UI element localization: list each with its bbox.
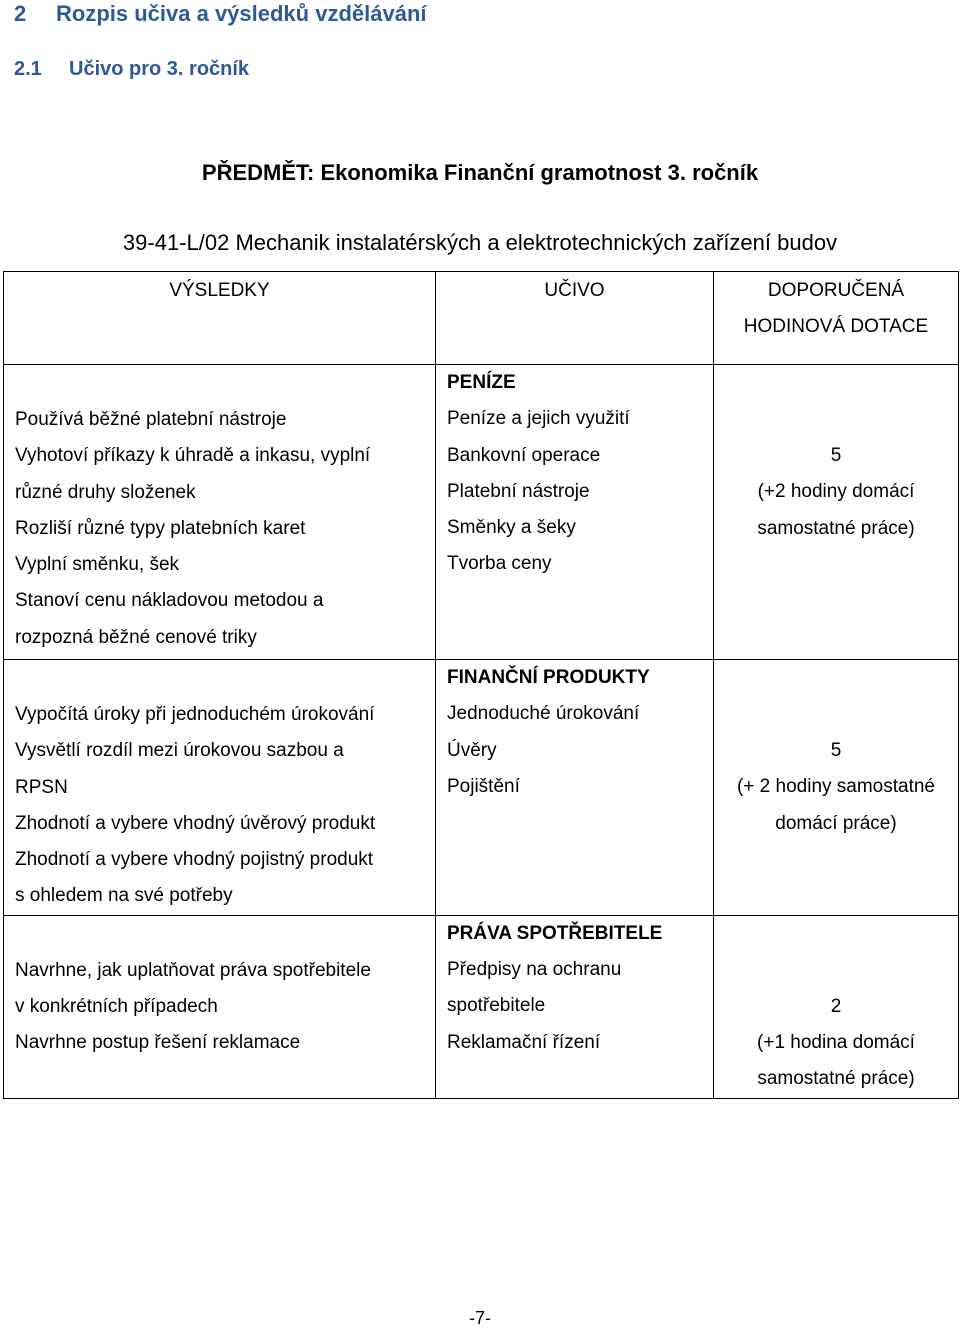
topic-line: Tvorba ceny: [447, 553, 552, 575]
result-line: RPSN: [15, 776, 68, 798]
table-header-row: [4, 272, 959, 365]
heading-1-number: 2: [14, 1, 27, 26]
hours-line: (+1 hodina domácí: [757, 1032, 915, 1054]
topic-line: Pojištění: [447, 775, 520, 797]
result-line: s ohledem na své potřeby: [15, 885, 233, 907]
topics-cell: [436, 660, 714, 916]
result-line: Zhodnotí a vybere vhodný pojistný produkt: [15, 849, 374, 871]
header-hours: [714, 272, 959, 365]
program-title: 39-41-L/02 Mechanik instalatérských a elektrotechnických zařízení budov: [122, 230, 838, 255]
result-line: rozpozná běžné cenové triky: [15, 626, 257, 648]
result-line: různé druhy složenek: [15, 481, 196, 503]
hours-cell: [714, 915, 959, 1098]
result-line: Vyhotoví příkazy k úhradě a inkasu, vyplní: [15, 445, 371, 467]
heading-2-number: 2.1: [14, 58, 42, 80]
page-number: -7-: [469, 1308, 491, 1328]
section-title: FINANČNÍ PRODUKTY: [447, 667, 650, 688]
result-line: Zhodnotí a vybere vhodný úvěrový produkt: [15, 812, 376, 834]
topic-line: Předpisy na ochranu: [447, 959, 622, 981]
topics-cell: [436, 915, 714, 1098]
hours-line: domácí práce): [775, 812, 897, 834]
hours-line: samostatné práce): [757, 1068, 915, 1090]
subject-title: PŘEDMĚT: Ekonomika Finanční gramotnost 3. ročník: [201, 160, 759, 185]
result-line: Rozliší různé typy platebních karet: [15, 517, 306, 539]
hours-line: samostatné práce): [757, 517, 915, 539]
heading-1-text: Rozpis učiva a výsledků vzdělávání: [56, 1, 427, 26]
hours-line: (+ 2 hodiny samostatné: [736, 776, 936, 798]
topic-line: Jednoduché úrokování: [447, 703, 640, 725]
section-title: PENÍZE: [447, 372, 516, 393]
header-hours-line-1: DOPORUČENÁ: [767, 280, 905, 301]
header-results: VÝSLEDKY: [4, 272, 436, 365]
topic-line: spotřebitele: [447, 995, 546, 1017]
curriculum-table: [3, 271, 959, 1099]
topic-line: Peníze a jejich využití: [447, 408, 630, 430]
result-line: Používá běžné platební nástroje: [15, 409, 287, 430]
topic-line: Úvěry: [447, 739, 497, 761]
topic-line: Směnky a šeky: [447, 517, 576, 539]
heading-1: [14, 1, 427, 27]
results-cell: [4, 660, 436, 916]
header-topics: UČIVO: [436, 272, 714, 365]
table-row: [4, 365, 959, 660]
hours-line: 5: [830, 740, 842, 761]
result-line: Vysvětlí rozdíl mezi úrokovou sazbou a: [15, 740, 344, 762]
results-cell: [4, 365, 436, 660]
hours-line: 5: [830, 445, 842, 466]
heading-2: [14, 58, 249, 81]
result-line: v konkrétních případech: [15, 996, 218, 1018]
result-line: Navrhne, jak uplatňovat práva spotřebitele: [15, 959, 371, 981]
result-line: Stanoví cenu nákladovou metodou a: [15, 590, 324, 612]
result-line: Vyplní směnku, šek: [15, 554, 180, 576]
result-line: Vypočítá úroky při jednoduchém úrokování: [15, 704, 375, 725]
topic-line: Platební nástroje: [447, 480, 590, 502]
heading-2-text: Učivo pro 3. ročník: [69, 58, 250, 80]
header-hours-line-2: HODINOVÁ DOTACE: [743, 316, 929, 338]
section-title: PRÁVA SPOTŘEBITELE: [447, 922, 663, 944]
hours-cell: [714, 365, 959, 660]
table-row: [4, 660, 959, 916]
topic-line: Bankovní operace: [447, 444, 601, 466]
hours-cell: [714, 660, 959, 916]
table-row: [4, 915, 959, 1098]
results-cell: [4, 915, 436, 1098]
hours-line: (+2 hodiny domácí: [757, 481, 915, 503]
result-line: Navrhne postup řešení reklamace: [15, 1032, 301, 1054]
hours-line: 2: [830, 995, 842, 1017]
topic-line: Reklamační řízení: [447, 1031, 601, 1053]
topics-cell: [436, 365, 714, 660]
